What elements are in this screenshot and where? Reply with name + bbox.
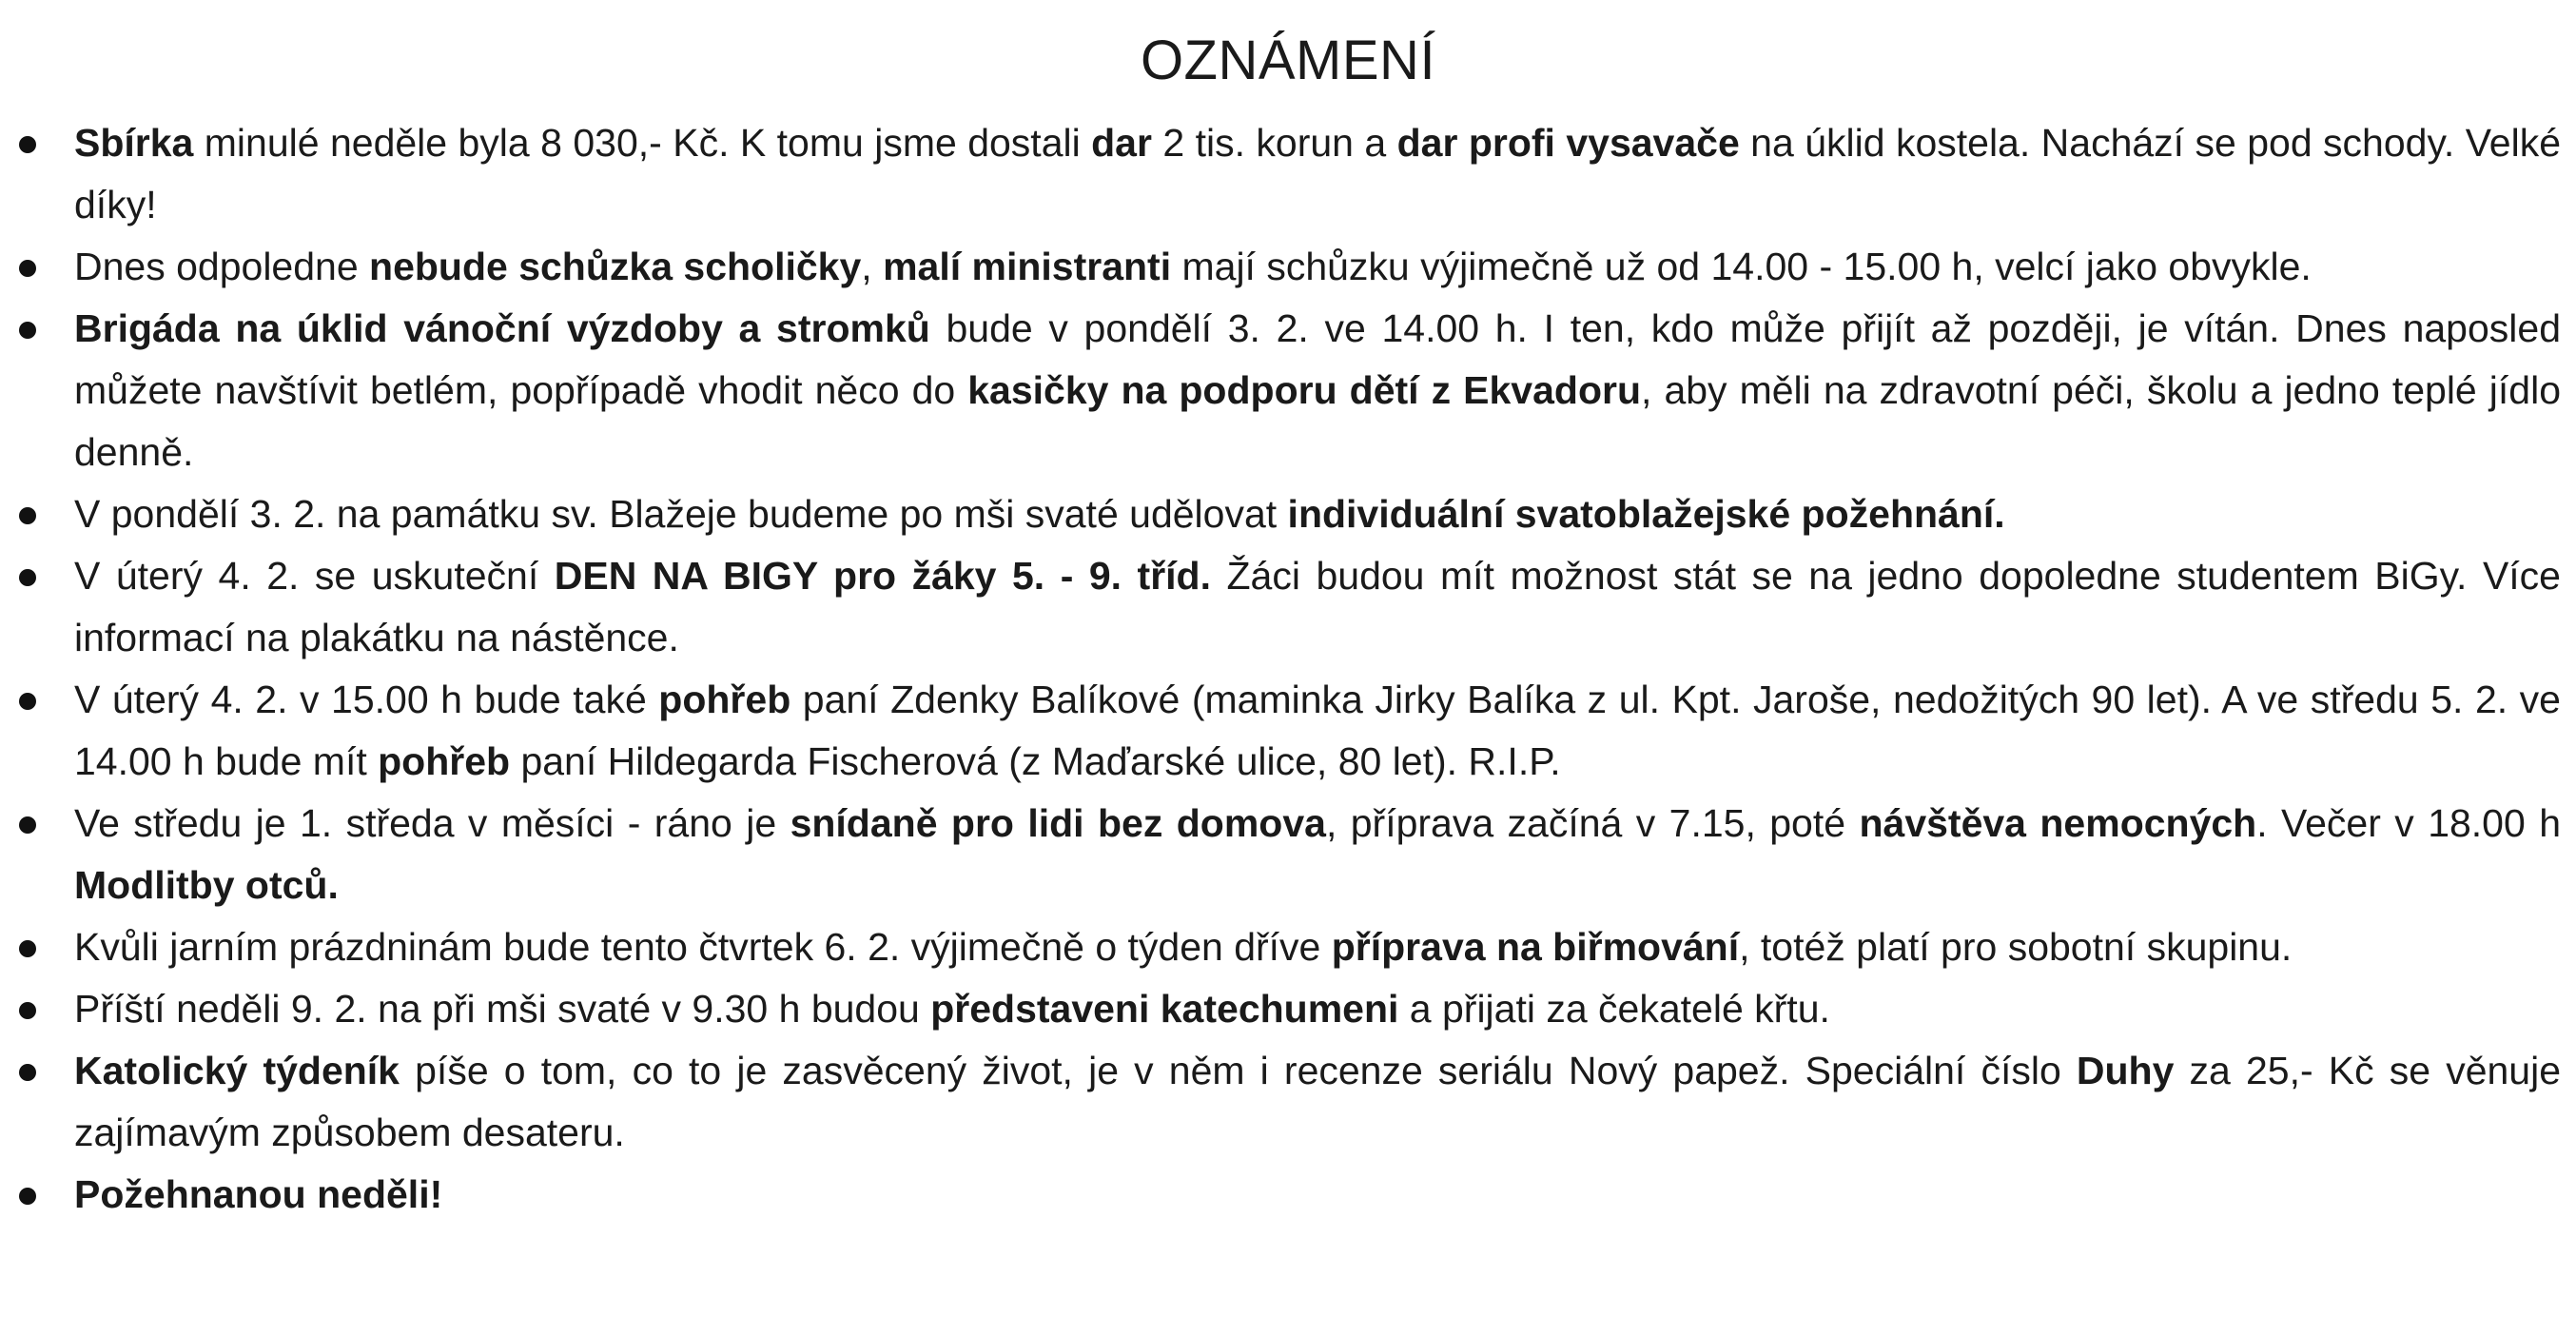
- bullet-icon: [19, 816, 36, 834]
- emphasis-text: kasičky na podporu dětí z Ekvadoru: [967, 368, 1641, 412]
- bullet-icon: [19, 693, 36, 710]
- body-text: bude v pondělí 3. 2. ve 14.00 h. I ten, kdo může přijít až později, je vítán. Dnes naposled můžete navštívit betlém, popřípadě vhodit něco do: [74, 306, 2561, 412]
- body-text: , aby měli na zdravotní péči, školu a jedno teplé jídlo denně.: [74, 368, 2561, 474]
- bullet-icon: [19, 940, 36, 957]
- emphasis-text: Modlitby otců.: [74, 863, 339, 907]
- bullet-icon: [19, 569, 36, 586]
- emphasis-text: Katolický týdeník: [74, 1049, 400, 1092]
- announcement-item: [15, 978, 2561, 1040]
- emphasis-text: dar: [1091, 121, 1152, 165]
- body-text: minulé neděle byla 8 030,- Kč. K tomu jsme dostali: [193, 121, 1092, 165]
- emphasis-text: pohřeb: [378, 739, 511, 783]
- emphasis-text: návštěva nemocných: [1859, 801, 2257, 845]
- body-text: 2 tis. korun a: [1151, 121, 1397, 165]
- bullet-icon: [19, 507, 36, 524]
- body-text: . Večer v 18.00 h: [2256, 801, 2561, 845]
- body-text: paní Zdenky Balíkové (maminka Jirky Balíka z ul. Kpt. Jaroše, nedožitých 90 let). A ve středu 5. 2. ve 14.00 h bude mít: [74, 678, 2561, 783]
- announcement-item: [15, 669, 2561, 793]
- announcement-item: [15, 483, 2561, 545]
- bullet-icon: [19, 1002, 36, 1019]
- emphasis-text: představeni katechumeni: [930, 987, 1399, 1031]
- body-text: , příprava začíná v 7.15, poté: [1325, 801, 1860, 845]
- announcement-item: [15, 545, 2561, 669]
- body-text: Ve středu je 1. středa v měsíci - ráno je: [74, 801, 790, 845]
- body-text: ,: [861, 245, 884, 288]
- bullet-icon: [19, 136, 36, 153]
- announcement-item: [15, 1040, 2561, 1164]
- emphasis-text: Požehnanou neděli!: [74, 1172, 443, 1216]
- emphasis-text: individuální svatoblažejské požehnání.: [1287, 492, 2005, 536]
- announcement-item: [15, 793, 2561, 916]
- bullet-icon: [19, 1064, 36, 1081]
- emphasis-text: Duhy: [2076, 1049, 2175, 1092]
- announcement-item: [15, 916, 2561, 978]
- announcement-item: [15, 112, 2561, 236]
- announcement-item: [15, 298, 2561, 483]
- emphasis-text: snídaně pro lidi bez domova: [790, 801, 1326, 845]
- emphasis-text: dar profi vysavače: [1396, 121, 1740, 165]
- emphasis-text: příprava na biřmování: [1331, 925, 1740, 969]
- body-text: , totéž platí pro sobotní skupinu.: [1739, 925, 2293, 969]
- body-text: Kvůli jarním prázdninám bude tento čtvrtek 6. 2. výjimečně o týden dříve: [74, 925, 1332, 969]
- body-text: mají schůzku výjimečně už od 14.00 - 15.00 h, velcí jako obvykle.: [1171, 245, 2312, 288]
- bullet-icon: [19, 1188, 36, 1205]
- body-text: Dnes odpoledne: [74, 245, 370, 288]
- announcement-item: [15, 1164, 2561, 1226]
- body-text: V úterý 4. 2. v 15.00 h bude také: [74, 678, 659, 721]
- emphasis-text: nebude schůzka scholičky: [369, 245, 862, 288]
- emphasis-text: Sbírka: [74, 121, 194, 165]
- bullet-icon: [19, 260, 36, 277]
- announcement-list: [15, 112, 2561, 1226]
- body-text: Žáci budou mít možnost stát se na jedno dopoledne studentem BiGy. Více informací na plakátku na nástěnce.: [74, 554, 2561, 659]
- body-text: paní Hildegarda Fischerová (z Maďarské ulice, 80 let). R.I.P.: [510, 739, 1561, 783]
- emphasis-text: Brigáda na úklid vánoční výzdoby a stromků: [74, 306, 930, 350]
- emphasis-text: malí ministranti: [883, 245, 1172, 288]
- body-text: Příští neděli 9. 2. na při mši svaté v 9.30 h budou: [74, 987, 931, 1031]
- body-text: za 25,- Kč se věnuje zajímavým způsobem desateru.: [74, 1049, 2562, 1154]
- body-text: píše o tom, co to je zasvěcený život, je v něm i recenze seriálu Nový papež. Speciální číslo: [399, 1049, 2077, 1092]
- emphasis-text: DEN NA BIGY pro žáky 5. - 9. tříd.: [554, 554, 1211, 598]
- emphasis-text: pohřeb: [658, 678, 791, 721]
- bullet-icon: [19, 322, 36, 339]
- page-title: OZNÁMENÍ: [1140, 29, 1436, 91]
- body-text: na úklid kostela. Nachází se pod schody. Velké díky!: [74, 121, 2562, 226]
- body-text: V pondělí 3. 2. na památku sv. Blažeje budeme po mši svaté udělovat: [74, 492, 1288, 536]
- body-text: a přijati za čekatelé křtu.: [1398, 987, 1830, 1031]
- body-text: V úterý 4. 2. se uskuteční: [74, 554, 555, 598]
- announcement-item: [15, 236, 2561, 298]
